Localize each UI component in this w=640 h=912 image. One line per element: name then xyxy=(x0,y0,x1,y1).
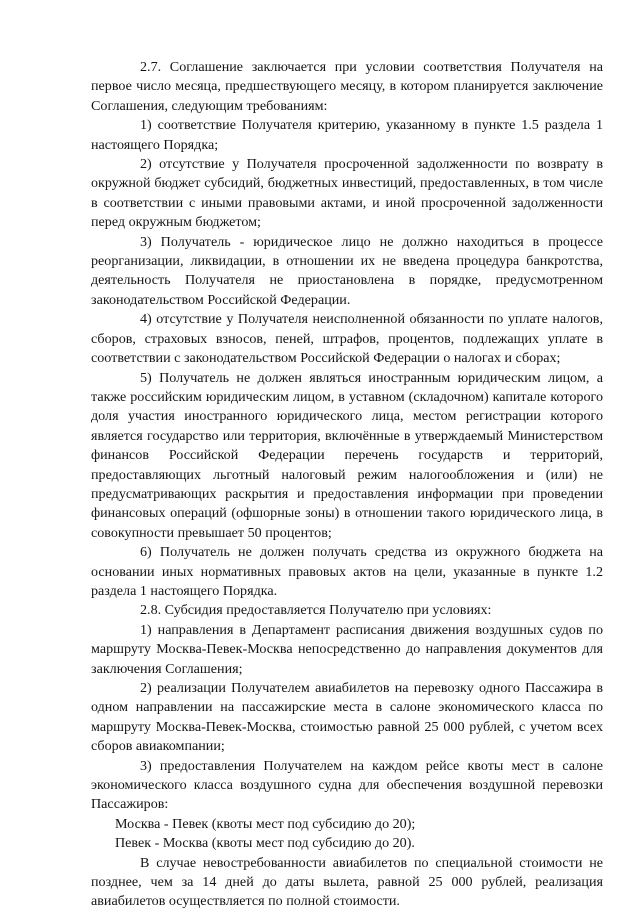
document-page xyxy=(91,58,603,912)
paragraph-2-7-item-4: 4) отсутствие у Получателя неисполненной обязанности по уплате налогов, сборов, страховых взносов, пеней, штрафов, процентов, подлежащих уплате в соответствии с законодательством Российской Федерации о налогах и сборах; xyxy=(91,311,603,367)
quota-moscow-pevek: Москва - Певек (квоты мест под субсидию до 20); xyxy=(115,815,416,832)
paragraph-2-8-item-3: 3) предоставления Получателем на каждом рейсе квоты мест в салоне экономического класса воздушного судна для обеспечения воздушной перевозки Пассажиров: xyxy=(91,757,603,813)
paragraph-2-7-item-3: 3) Получатель - юридическое лицо не должно находиться в процессе реорганизации, ликвидации, в отношении их не введена процедура банкротства, деятельность Получателя не приостановлена в порядке, предусмотренном законодательством Российской Федерации. xyxy=(91,233,603,308)
paragraph-unclaimed-tickets: В случае невостребованности авиабилетов по специальной стоимости не позднее, чем за 14 дней до даты вылета, равной 25 000 рублей, реализация авиабилетов осуществляется по полной стоимости. xyxy=(91,854,603,910)
paragraph-2-7: 2.7. Соглашение заключается при условии соответствия Получателя на первое число месяца, предшествующего месяцу, в котором планируется заключение Соглашения, следующим требованиям: xyxy=(91,59,603,114)
paragraph-2-7-item-1: 1) соответствие Получателя критерию, указанному в пункте 1.5 раздела 1 настоящего Порядка; xyxy=(91,117,603,153)
paragraph-2-7-item-2: 2) отсутствие у Получателя просроченной задолженности по возврату в окружной бюджет субсидий, бюджетных инвестиций, предоставленных, в том числе в соответствии с иными правовыми актами, и иной просроченной задолженности перед окружным бюджетом; xyxy=(91,156,603,231)
quota-pevek-moscow: Певек - Москва (квоты мест под субсидию до 20). xyxy=(115,835,415,852)
paragraph-2-7-item-5: 5) Получатель не должен являться иностранным юридическим лицом, а также российским юридическим лицом, в уставном (складочном) капитале которого доля участия иностранного юридического лица, местом регистрации которого является государство или территория, включённые в утверждаемый Министерством финансов Российской Федерации перечень государств и территорий, предоставляющих льготный налоговый режим налогообложения и (или) не предусматривающих раскрытия и предоставления информации при проведении финансовых операций (офшорные зоны) в отношении такого юридического лица, в совокупности превышает 50 процентов; xyxy=(91,369,603,541)
paragraph-2-8-item-2: 2) реализации Получателем авиабилетов на перевозку одного Пассажира в одном направлении на пассажирские места в салоне экономического класса по маршруту Москва-Певек-Москва, стоимостью равной 25 000 рублей, с учетом всех сборов авиакомпании; xyxy=(91,680,603,755)
paragraph-2-8-item-1: 1) направления в Департамент расписания движения воздушных судов по маршруту Москва-Певек-Москва непосредственно до направления документов для заключения Соглашения; xyxy=(91,621,603,677)
paragraph-2-8: 2.8. Субсидия предоставляется Получателю при условиях: xyxy=(140,602,492,619)
paragraph-2-7-item-6: 6) Получатель не должен получать средства из окружного бюджета на основании иных нормативных правовых актов на цели, указанные в пункте 1.2 раздела 1 настоящего Порядка. xyxy=(91,544,603,599)
